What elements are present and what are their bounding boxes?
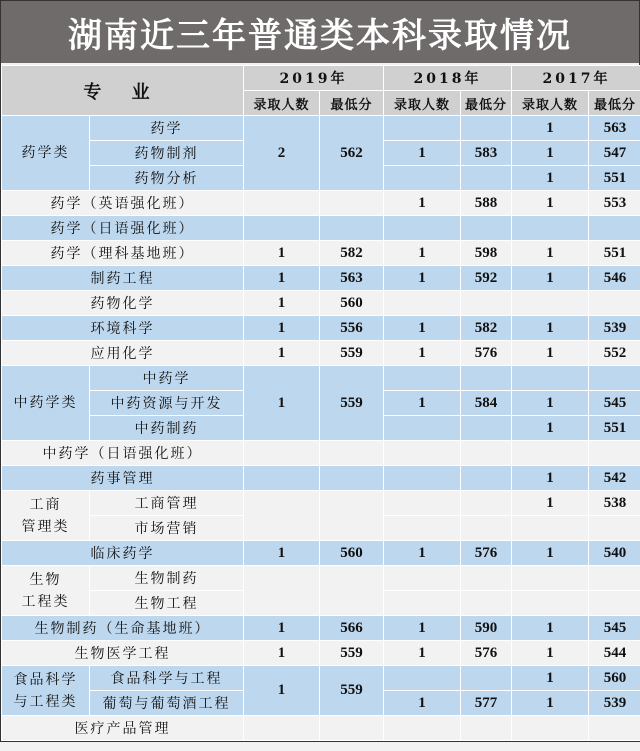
- count-2017: [512, 291, 589, 316]
- min-2019: 559: [320, 666, 384, 716]
- major-name: 制药工程: [2, 266, 244, 291]
- count-2017: 1: [512, 166, 589, 191]
- min-2018: 583: [461, 141, 512, 166]
- count-2017: [512, 216, 589, 241]
- count-2019: 1: [244, 366, 320, 441]
- major-header: 专 业: [2, 66, 244, 116]
- table-row: [2, 116, 640, 141]
- table-row: [2, 366, 640, 391]
- table-row: [2, 316, 640, 341]
- min-2018: [461, 716, 512, 741]
- table-row: [2, 441, 640, 466]
- count-2017: [512, 441, 589, 466]
- count-2019: [244, 466, 320, 491]
- major-name: 市场营销: [90, 516, 244, 541]
- min-2018: [461, 216, 512, 241]
- count-2018: [384, 666, 461, 691]
- major-name: 临床药学: [2, 541, 244, 566]
- category-cell: [2, 491, 90, 541]
- count-header-2017: 录取人数: [512, 91, 589, 116]
- count-2019: 1: [244, 541, 320, 566]
- count-2019: [244, 191, 320, 216]
- count-2019: [244, 566, 320, 616]
- table-row: [2, 541, 640, 566]
- count-2018: [384, 716, 461, 741]
- count-2017: 1: [512, 241, 589, 266]
- major-name: 药物化学: [2, 291, 244, 316]
- major-name: 工商管理: [90, 491, 244, 516]
- count-2018: [384, 416, 461, 441]
- min-2017: 546: [589, 266, 640, 291]
- major-name: 中药制药: [90, 416, 244, 441]
- min-2018: [461, 466, 512, 491]
- table-row: [2, 191, 640, 216]
- min-2017: [589, 366, 640, 391]
- table-row: [2, 716, 640, 741]
- min-2017: 560: [589, 666, 640, 691]
- min-2019: 559: [320, 341, 384, 366]
- min-2019: [320, 716, 384, 741]
- min-2019: 559: [320, 366, 384, 441]
- min-2019: 559: [320, 641, 384, 666]
- table-row: [2, 616, 640, 641]
- year-2019-header: 2019年: [244, 66, 384, 91]
- min-2017: 551: [589, 241, 640, 266]
- major-name: 药学: [90, 116, 244, 141]
- table-row: [2, 216, 640, 241]
- min-2018: 576: [461, 341, 512, 366]
- table-row: [2, 666, 640, 691]
- count-2019: [244, 216, 320, 241]
- count-2018: 1: [384, 316, 461, 341]
- category-line-2: 工程类: [21, 593, 70, 610]
- count-2017: 1: [512, 491, 589, 516]
- count-2018: [384, 116, 461, 141]
- count-2017: 1: [512, 641, 589, 666]
- count-2018: [384, 291, 461, 316]
- count-2017: 1: [512, 416, 589, 441]
- count-2019: 1: [244, 291, 320, 316]
- count-2019: [244, 491, 320, 541]
- min-2017: 539: [589, 691, 640, 716]
- count-2017: 1: [512, 666, 589, 691]
- count-2017: [512, 366, 589, 391]
- min-2018: 582: [461, 316, 512, 341]
- year-2017-header: 2017年: [512, 66, 640, 91]
- major-name: 药学（英语强化班）: [2, 191, 244, 216]
- major-name: 生物医学工程: [2, 641, 244, 666]
- count-header-2019: 录取人数: [244, 91, 320, 116]
- admission-table: [1, 65, 640, 741]
- min-2018: [461, 666, 512, 691]
- count-2017: 1: [512, 316, 589, 341]
- count-2018: [384, 216, 461, 241]
- major-name: 药事管理: [2, 466, 244, 491]
- table-row: [2, 566, 640, 591]
- min-2019: [320, 441, 384, 466]
- min-2019: 563: [320, 266, 384, 291]
- count-2017: 1: [512, 341, 589, 366]
- min-2018: 598: [461, 241, 512, 266]
- count-2017: 1: [512, 466, 589, 491]
- category-cell: [2, 666, 90, 716]
- major-name: 葡萄与葡萄酒工程: [90, 691, 244, 716]
- count-2019: 2: [244, 116, 320, 191]
- min-2019: 560: [320, 541, 384, 566]
- min-2018: [461, 116, 512, 141]
- min-2017: [589, 216, 640, 241]
- min-2017: 552: [589, 341, 640, 366]
- min-2017: [589, 566, 640, 591]
- min-2017: 563: [589, 116, 640, 141]
- major-name: 医疗产品管理: [2, 716, 244, 741]
- table-row: [2, 491, 640, 516]
- min-2017: 551: [589, 166, 640, 191]
- major-name: 生物制药（生命基地班）: [2, 616, 244, 641]
- min-2018: 576: [461, 641, 512, 666]
- min-2017: 544: [589, 641, 640, 666]
- count-2019: 1: [244, 666, 320, 716]
- count-2018: 1: [384, 241, 461, 266]
- min-2018: 577: [461, 691, 512, 716]
- min-2018: [461, 591, 512, 616]
- major-name: 药学（理科基地班）: [2, 241, 244, 266]
- count-2018: [384, 166, 461, 191]
- min-2019: [320, 466, 384, 491]
- major-name: 生物工程: [90, 591, 244, 616]
- count-2018: 1: [384, 391, 461, 416]
- min-2017: [589, 591, 640, 616]
- year-2018-header: 2018年: [384, 66, 512, 91]
- min-2017: 545: [589, 391, 640, 416]
- category-line-2: 管理类: [21, 518, 70, 535]
- min-2017: [589, 516, 640, 541]
- count-2018: 1: [384, 641, 461, 666]
- min-2017: 538: [589, 491, 640, 516]
- count-2019: 1: [244, 616, 320, 641]
- min-2017: [589, 291, 640, 316]
- count-2017: [512, 516, 589, 541]
- major-name: 中药资源与开发: [90, 391, 244, 416]
- count-2018: 1: [384, 691, 461, 716]
- category-cell: 中药学类: [2, 366, 90, 441]
- count-2017: 1: [512, 691, 589, 716]
- count-2017: [512, 566, 589, 591]
- major-name: 环境科学: [2, 316, 244, 341]
- count-2019: 1: [244, 641, 320, 666]
- min-2018: [461, 516, 512, 541]
- category-line-1: 食品科学: [13, 671, 78, 688]
- count-2018: 1: [384, 191, 461, 216]
- count-2017: 1: [512, 141, 589, 166]
- min-2017: [589, 716, 640, 741]
- min-2019: [320, 216, 384, 241]
- min-2019: 582: [320, 241, 384, 266]
- count-2019: 1: [244, 341, 320, 366]
- min-2019: 560: [320, 291, 384, 316]
- min-2018: [461, 566, 512, 591]
- table-row: [2, 641, 640, 666]
- count-2018: [384, 366, 461, 391]
- category-line-1: 工商: [29, 496, 62, 513]
- min-2018: [461, 491, 512, 516]
- min-2018: 588: [461, 191, 512, 216]
- min-2017: 551: [589, 416, 640, 441]
- table-row: [2, 241, 640, 266]
- count-2018: 1: [384, 541, 461, 566]
- min-2019: 556: [320, 316, 384, 341]
- min-2019: 566: [320, 616, 384, 641]
- major-name: 中药学: [90, 366, 244, 391]
- major-name: 药学（日语强化班）: [2, 216, 244, 241]
- major-name: 中药学（日语强化班）: [2, 441, 244, 466]
- count-2019: 1: [244, 266, 320, 291]
- major-name: 生物制药: [90, 566, 244, 591]
- min-2017: 545: [589, 616, 640, 641]
- count-2019: [244, 716, 320, 741]
- min-score-header-2018: 最低分: [461, 91, 512, 116]
- min-2017: [589, 441, 640, 466]
- count-2017: 1: [512, 391, 589, 416]
- min-2018: 576: [461, 541, 512, 566]
- min-2018: 590: [461, 616, 512, 641]
- count-2018: [384, 466, 461, 491]
- major-name: 药物制剂: [90, 141, 244, 166]
- min-score-header-2019: 最低分: [320, 91, 384, 116]
- min-2019: [320, 491, 384, 541]
- count-header-2018: 录取人数: [384, 91, 461, 116]
- category-line-1: 生物: [29, 571, 62, 588]
- min-2019: [320, 566, 384, 616]
- min-2017: 553: [589, 191, 640, 216]
- count-2017: 1: [512, 541, 589, 566]
- count-2018: [384, 491, 461, 516]
- min-2018: [461, 291, 512, 316]
- count-2017: [512, 591, 589, 616]
- table-row: [2, 266, 640, 291]
- min-2018: [461, 366, 512, 391]
- category-cell: [2, 566, 90, 616]
- min-2018: [461, 166, 512, 191]
- page-title: 湖南近三年普通类本科录取情况: [1, 1, 639, 65]
- min-2017: 547: [589, 141, 640, 166]
- count-2018: [384, 566, 461, 591]
- count-2018: [384, 591, 461, 616]
- major-name: 药物分析: [90, 166, 244, 191]
- count-2017: 1: [512, 191, 589, 216]
- min-2018: 592: [461, 266, 512, 291]
- count-2017: 1: [512, 616, 589, 641]
- min-2018: [461, 441, 512, 466]
- min-2018: [461, 416, 512, 441]
- count-2017: 1: [512, 266, 589, 291]
- table-row: [2, 466, 640, 491]
- major-name: 应用化学: [2, 341, 244, 366]
- min-2019: [320, 191, 384, 216]
- table-row: [2, 291, 640, 316]
- count-2018: [384, 516, 461, 541]
- count-2019: [244, 441, 320, 466]
- min-2017: 540: [589, 541, 640, 566]
- min-2017: 542: [589, 466, 640, 491]
- major-name: 食品科学与工程: [90, 666, 244, 691]
- count-2018: 1: [384, 616, 461, 641]
- count-2019: 1: [244, 241, 320, 266]
- count-2018: 1: [384, 341, 461, 366]
- category-cell: 药学类: [2, 116, 90, 191]
- count-2019: 1: [244, 316, 320, 341]
- count-2017: 1: [512, 116, 589, 141]
- count-2017: [512, 716, 589, 741]
- count-2018: 1: [384, 266, 461, 291]
- count-2018: [384, 441, 461, 466]
- min-2018: 584: [461, 391, 512, 416]
- min-2017: 539: [589, 316, 640, 341]
- category-line-2: 与工程类: [13, 693, 78, 710]
- min-2019: 562: [320, 116, 384, 191]
- header-row-years: [2, 66, 640, 91]
- min-score-header-2017: 最低分: [589, 91, 640, 116]
- count-2018: 1: [384, 141, 461, 166]
- table-row: [2, 341, 640, 366]
